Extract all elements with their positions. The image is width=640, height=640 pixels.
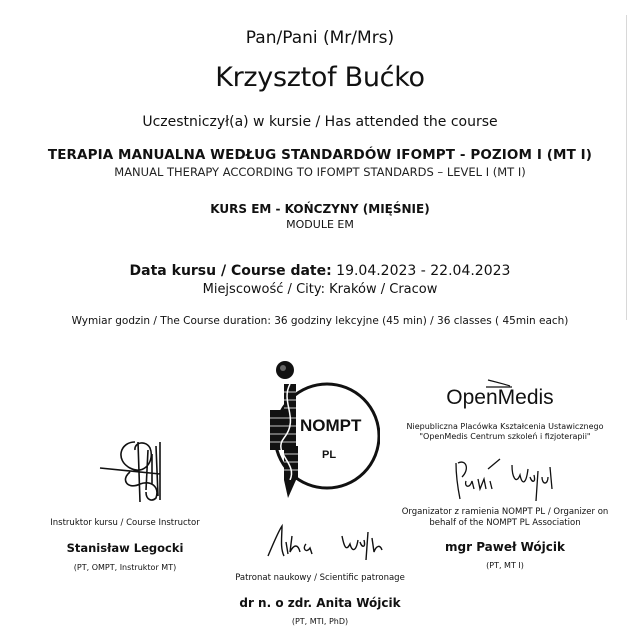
patron-name: dr n. o zdr. Anita Wójcik xyxy=(239,596,401,610)
module-title-pl: KURS EM - KOŃCZYNY (MIĘŚNIE) xyxy=(210,202,430,216)
nompt-logo-text: NOMPT xyxy=(300,416,362,435)
patron-role: Patronat naukowy / Scientific patronage xyxy=(235,573,405,583)
attended-text: Uczestniczył(a) w kursie / Has attended the course xyxy=(142,114,498,130)
patron-qualifications: (PT, MTI, PhD) xyxy=(291,617,349,626)
course-title-pl: TERAPIA MANUALNA WEDŁUG STANDARDÓW IFOMPT - POZIOM I (MT I) xyxy=(47,147,593,163)
instructor-role: Instruktor kursu / Course Instructor xyxy=(50,518,200,528)
module-title-en: MODULE EM xyxy=(286,218,354,231)
organizer-qualifications: (PT, MT I) xyxy=(486,561,524,570)
course-title-en: MANUAL THERAPY ACCORDING TO IFOMPT STANDARDS – LEVEL I (MT I) xyxy=(114,165,526,179)
openmedis-logo-text: OpenMedis xyxy=(446,386,554,409)
instructor-signature xyxy=(60,440,190,510)
organizer-signature xyxy=(450,455,560,505)
instructor-qualifications: (PT, OMPT, Instruktor MT) xyxy=(73,563,177,572)
recipient-name: Krzysztof Bućko xyxy=(215,62,425,93)
course-city: Miejscowość / City: Kraków / Cracow xyxy=(202,282,438,297)
patron-signature xyxy=(260,522,390,562)
instructor-name: Stanisław Legocki xyxy=(66,541,184,555)
organizer-role-line2: behalf of the NOMPT PL Association xyxy=(429,518,581,528)
salutation: Pan/Pani (Mr/Mrs) xyxy=(245,28,395,48)
course-date xyxy=(0,263,640,279)
nompt-pl-logo xyxy=(262,358,380,498)
course-date-value: 19.04.2023 - 22.04.2023 xyxy=(336,263,511,279)
nompt-logo-subtext: PL xyxy=(322,449,337,461)
openmedis-subtitle-2: "OpenMedis Centrum szkoleń i fizjoterapii" xyxy=(419,432,591,441)
openmedis-subtitle-1: Niepubliczna Placówka Kształcenia Ustawicznego xyxy=(406,422,604,431)
course-date-label: Data kursu / Course date: xyxy=(129,263,332,279)
organizer-role-line1: Organizator z ramienia NOMPT PL / Organizer on xyxy=(401,507,609,517)
course-duration: Wymiar godzin / The Course duration: 36 godziny lekcyjne (45 min) / 36 classes ( 45min each) xyxy=(71,315,569,327)
organizer-name: mgr Paweł Wójcik xyxy=(445,540,565,554)
